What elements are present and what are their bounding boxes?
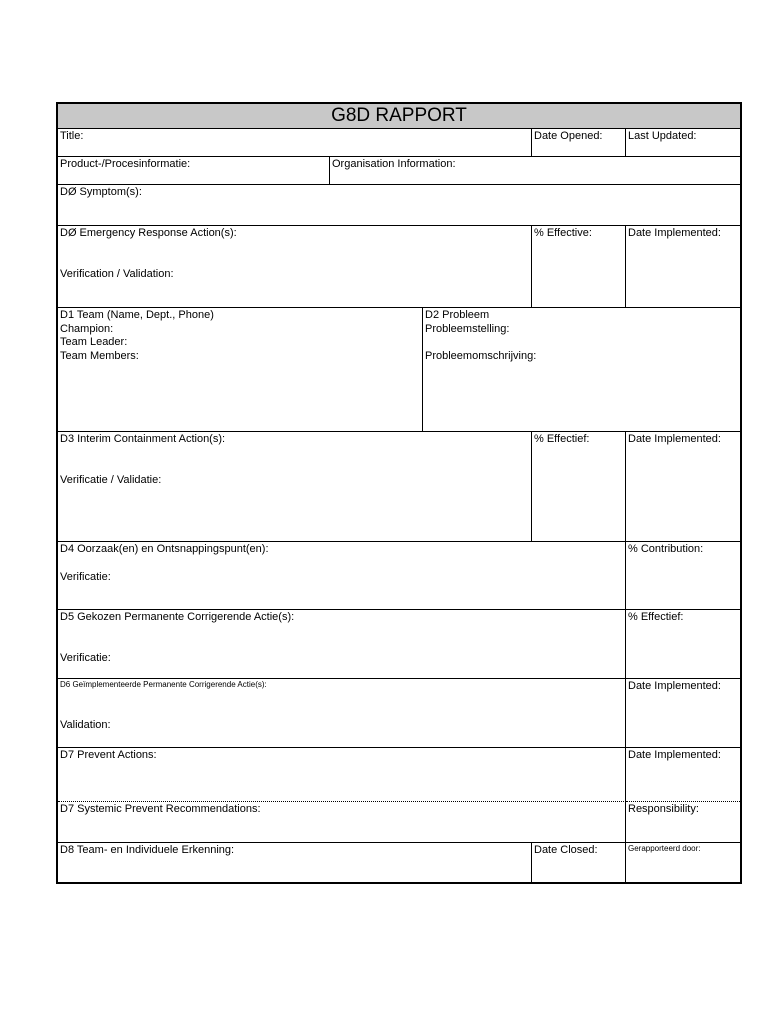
d5-permanent-field[interactable] (58, 610, 626, 679)
product-info-label: Product-/Procesinformatie: (60, 158, 191, 170)
d7-responsibility-field[interactable] (626, 802, 740, 843)
organisation-info-field[interactable] (330, 157, 740, 185)
d0-effective-label: % Effective: (534, 227, 592, 239)
d5-verification-label: Verificatie: (60, 651, 111, 664)
d3-interim-label: D3 Interim Containment Action(s): (60, 433, 226, 445)
d0-effective-field[interactable] (532, 226, 626, 308)
d7-responsibility-label: Responsibility: (628, 803, 699, 815)
d1-team-field[interactable] (58, 308, 423, 432)
d5-effective-label: % Effectief: (628, 611, 684, 623)
d3-date-implemented-field[interactable] (626, 432, 740, 542)
d3-date-implemented-label: Date Implemented: (628, 433, 721, 445)
d7-date-implemented-label: Date Implemented: (628, 749, 721, 761)
d0-emergency-label: DØ Emergency Response Action(s): (60, 227, 237, 239)
d0-symptoms-field[interactable] (58, 185, 740, 226)
d8-date-closed-label: Date Closed: (534, 844, 598, 856)
g8d-report-form (56, 102, 742, 884)
product-info-field[interactable] (58, 157, 330, 185)
d8-recognition-label: D8 Team- en Individuele Erkenning: (60, 844, 235, 856)
d7-systemic-field[interactable] (58, 802, 626, 843)
d2-problem-field[interactable] (423, 308, 740, 432)
last-updated-label: Last Updated: (628, 130, 697, 142)
d3-effective-field[interactable] (532, 432, 626, 542)
d7-prevent-field[interactable] (58, 748, 626, 802)
d6-implemented-label: D6 Geïmplementeerde Permanente Corrigerende Actie(s): (60, 680, 267, 689)
d1-team-heading: D1 Team (Name, Dept., Phone) (60, 309, 214, 321)
d7-prevent-label: D7 Prevent Actions: (60, 749, 157, 761)
d2-problem-heading: D2 Probleem (425, 309, 490, 321)
d7-date-implemented-field[interactable] (626, 748, 740, 802)
d8-reported-by-label: Gerapporteerd door: (628, 844, 701, 853)
d1-team-members-label: Team Members: (60, 349, 139, 362)
d0-symptoms-label: DØ Symptom(s): (60, 186, 142, 198)
title-field[interactable] (58, 129, 532, 157)
d3-effective-label: % Effectief: (534, 433, 590, 445)
d3-interim-field[interactable] (58, 432, 532, 542)
d5-effective-field[interactable] (626, 610, 740, 679)
d4-verification-label: Verificatie: (60, 570, 111, 583)
d2-problem-description-label: Probleemomschrijving: (425, 350, 537, 362)
d4-contribution-field[interactable] (626, 542, 740, 610)
d7-systemic-label: D7 Systemic Prevent Recommendations: (60, 803, 261, 815)
d3-verification-label: Verificatie / Validatie: (60, 473, 162, 486)
d4-cause-label: D4 Oorzaak(en) en Ontsnappingspunt(en): (60, 543, 269, 555)
date-opened-label: Date Opened: (534, 130, 603, 142)
date-opened-field[interactable] (532, 129, 626, 157)
d0-date-implemented-label: Date Implemented: (628, 227, 721, 239)
d1-team-leader-label: Team Leader: (60, 336, 128, 348)
d0-date-implemented-field[interactable] (626, 226, 740, 308)
title-label: Title: (60, 130, 84, 142)
d8-reported-by-field[interactable] (626, 843, 740, 882)
d4-contribution-label: % Contribution: (628, 543, 704, 555)
d1-champion-label: Champion: (60, 322, 114, 335)
d6-date-implemented-field[interactable] (626, 679, 740, 748)
last-updated-field[interactable] (626, 129, 740, 157)
d6-validation-label: Validation: (60, 719, 111, 731)
d6-implemented-field[interactable] (58, 679, 626, 748)
d8-date-closed-field[interactable] (532, 843, 626, 882)
d2-problem-statement-label: Probleemstelling: (425, 322, 510, 335)
d5-permanent-label: D5 Gekozen Permanente Corrigerende Actie(s): (60, 611, 295, 623)
d4-cause-field[interactable] (58, 542, 626, 610)
d0-verification-label: Verification / Validation: (60, 267, 174, 280)
d6-date-implemented-label: Date Implemented: (628, 680, 721, 692)
d8-recognition-field[interactable] (58, 843, 532, 882)
organisation-info-label: Organisation Information: (332, 158, 456, 170)
d0-emergency-field[interactable] (58, 226, 532, 308)
report-title: G8D RAPPORT (58, 104, 740, 129)
